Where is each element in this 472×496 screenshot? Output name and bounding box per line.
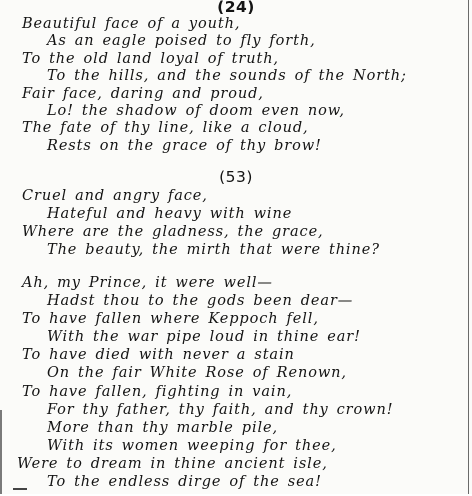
poem-line: To have fallen, fighting in vain,	[22, 383, 293, 400]
poem-line: Lo! the shadow of doom even now,	[47, 103, 345, 120]
poem-line: To the hills, and the sounds of the North;	[47, 68, 407, 85]
poem-line: Ah, my Prince, it were well—	[22, 275, 273, 291]
poem-line: The beauty, the mirth that were thine?	[47, 242, 380, 259]
poem-line: To have died with never a stain	[22, 347, 295, 364]
poem-line: To have fallen where Keppoch fell,	[22, 311, 319, 328]
poem-line: Fair face, daring and proud,	[22, 85, 264, 102]
poem-line: Rests on the grace of thy brow!	[47, 137, 322, 154]
right-border-rule	[468, 0, 469, 494]
poem-line: Hadst thou to the gods been dear—	[47, 293, 354, 310]
poem-line: To the old land loyal of truth,	[22, 50, 279, 67]
poem-line: Beautiful face of a youth,	[22, 16, 241, 32]
poem-line: Cruel and angry face,	[22, 188, 208, 204]
poem-number-53: (53)	[219, 168, 253, 186]
poem-line: Where are the gladness, the grace,	[22, 224, 324, 241]
poem-line: As an eagle poised to fly forth,	[47, 33, 316, 50]
stanza-3	[17, 274, 394, 491]
poem-line: The fate of thy line, like a cloud,	[22, 120, 309, 137]
poem-line: With its women weeping for thee,	[47, 437, 337, 454]
poem-line: Hateful and heavy with wine	[47, 206, 293, 223]
stanza-2	[22, 187, 380, 259]
poem-line: For thy father, thy faith, and thy crown!	[47, 401, 394, 418]
poem-line: To the endless dirge of the sea!	[47, 474, 322, 491]
stanza-1	[22, 16, 407, 155]
poem-number-24: (24)	[217, 0, 255, 16]
left-border-rule	[0, 410, 2, 494]
poem-line: With the war pipe loud in thine ear!	[47, 329, 361, 346]
page-edge-mark	[13, 488, 27, 496]
poem-line: Were to dream in thine ancient isle,	[17, 455, 328, 472]
poem-line: On the fair White Rose of Renown,	[47, 365, 347, 382]
poem-line: More than thy marble pile,	[47, 419, 279, 436]
